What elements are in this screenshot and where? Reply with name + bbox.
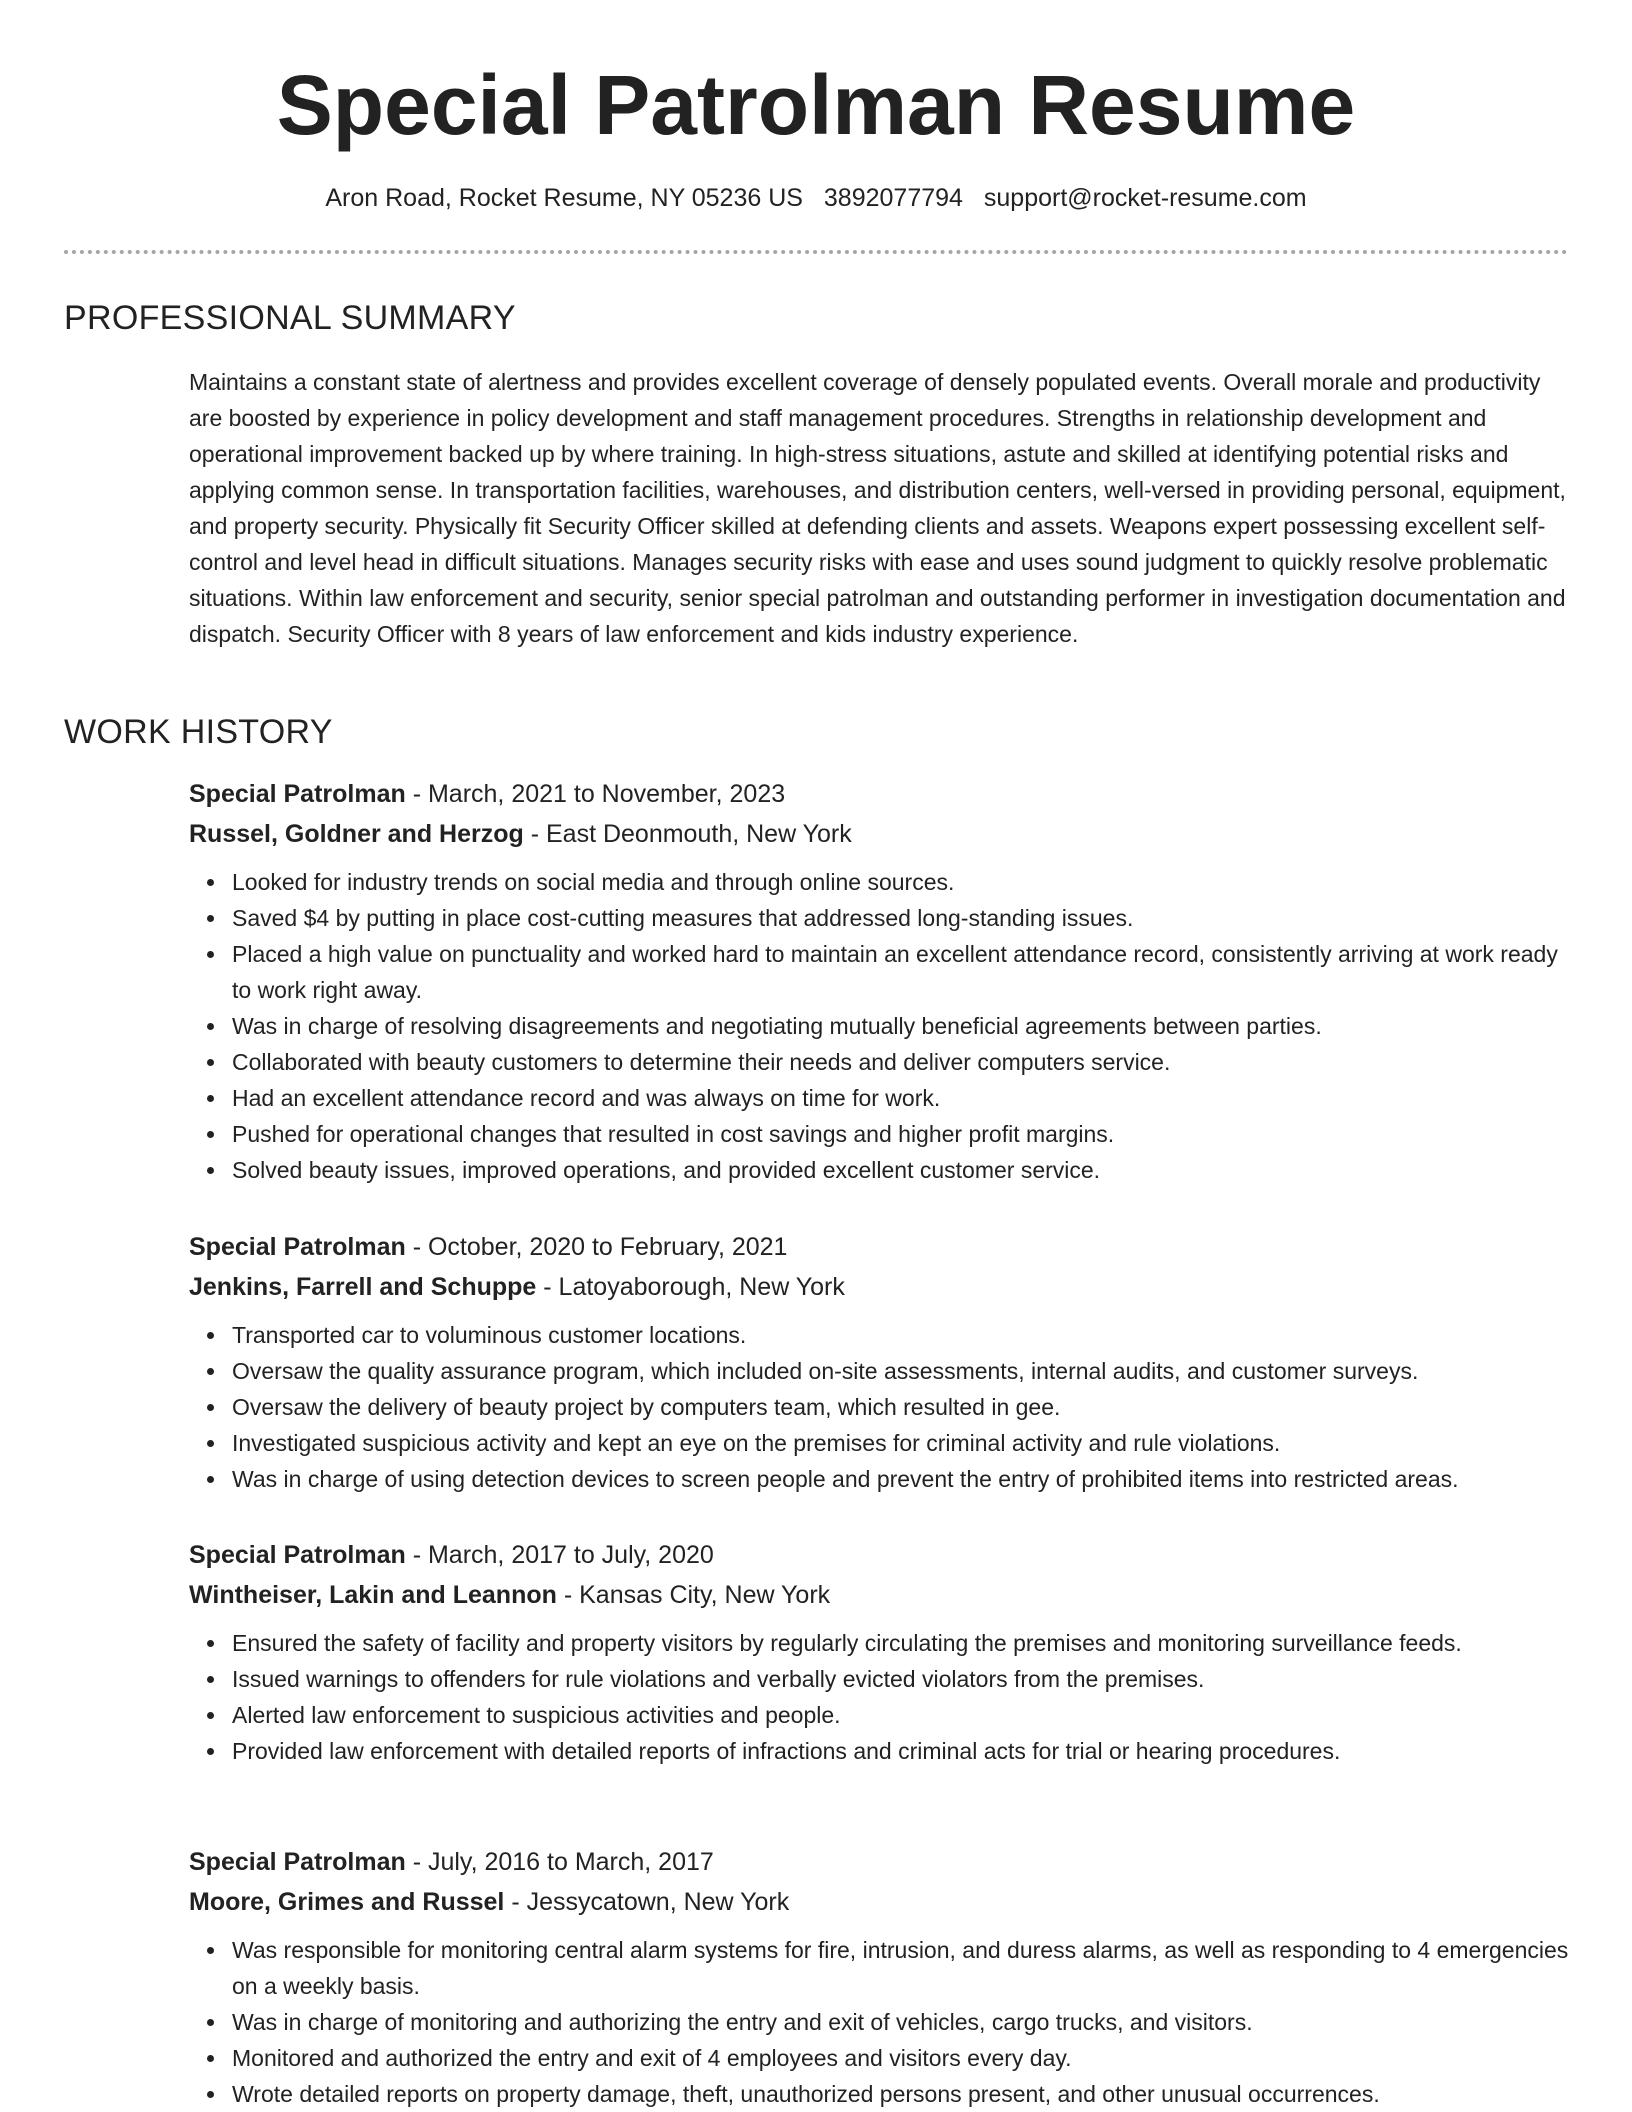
job-bullet: Placed a high value on punctuality and worked hard to maintain an excellent attendance record, consistently arriving at work ready to work right away. — [232, 936, 1574, 1008]
job-company-line — [189, 1882, 1574, 1922]
job-bullet-list — [189, 1932, 1574, 2112]
job-location: East Deonmouth, New York — [546, 820, 852, 848]
header-divider — [64, 250, 1568, 254]
job-company: Jenkins, Farrell and Schuppe — [189, 1273, 537, 1301]
job-bullet: Investigated suspicious activity and kept an eye on the premises for criminal activity and rule violations. — [232, 1425, 1574, 1461]
contact-email[interactable]: support@rocket-resume.com — [983, 184, 1307, 212]
job-entry — [189, 1227, 1574, 1497]
job-bullet: Wrote detailed reports on property damage, theft, unauthorized persons present, and other unusual occurrences. — [232, 2076, 1574, 2112]
job-role: Special Patrolman — [189, 1233, 406, 1261]
job-bullet: Ensured the safety of facility and property visitors by regularly circulating the premises and monitoring surveillance feeds. — [232, 1625, 1574, 1661]
contact-address: Aron Road, Rocket Resume, NY 05236 US — [325, 184, 803, 212]
job-bullet: Provided law enforcement with detailed reports of infractions and criminal acts for trial or hearing procedures. — [232, 1733, 1574, 1769]
job-company-line — [189, 1575, 1574, 1615]
job-company: Moore, Grimes and Russel — [189, 1888, 505, 1916]
job-separator: - — [523, 820, 546, 848]
resume-title: Special Patrolman Resume — [276, 58, 1356, 152]
job-entry — [189, 1535, 1574, 1769]
job-dates: March, 2021 to November, 2023 — [427, 780, 786, 808]
job-role: Special Patrolman — [189, 1541, 406, 1569]
job-title-line — [189, 1227, 1574, 1267]
job-bullet: Transported car to voluminous customer locations. — [232, 1317, 1574, 1353]
job-bullet: Alerted law enforcement to suspicious activities and people. — [232, 1697, 1574, 1733]
job-bullet-list — [189, 864, 1574, 1188]
job-separator: - — [556, 1581, 580, 1609]
work-history-heading: WORK HISTORY — [64, 713, 333, 751]
job-separator: - — [504, 1888, 527, 1916]
job-location: Latoyaborough, New York — [558, 1273, 845, 1301]
contact-line — [0, 180, 1632, 216]
job-location: Kansas City, New York — [579, 1581, 831, 1609]
job-bullet: Was responsible for monitoring central alarm systems for fire, intrusion, and duress alarms, as well as responding to 4 emergencies on a weekly basis. — [232, 1932, 1574, 2004]
job-separator: - — [405, 780, 428, 808]
job-dates: July, 2016 to March, 2017 — [427, 1848, 714, 1876]
job-title-line — [189, 1535, 1574, 1575]
job-bullet: Pushed for operational changes that resulted in cost savings and higher profit margins. — [232, 1116, 1574, 1152]
job-role: Special Patrolman — [189, 1848, 406, 1876]
job-company-line — [189, 1267, 1574, 1307]
summary-heading: PROFESSIONAL SUMMARY — [64, 299, 516, 337]
job-bullet: Issued warnings to offenders for rule violations and verbally evicted violators from the premises. — [232, 1661, 1574, 1697]
job-bullet-list — [189, 1625, 1574, 1769]
job-separator: - — [536, 1273, 559, 1301]
job-dates: March, 2017 to July, 2020 — [427, 1541, 714, 1569]
job-bullet: Was in charge of resolving disagreements and negotiating mutually beneficial agreements between parties. — [232, 1008, 1574, 1044]
job-separator: - — [405, 1541, 428, 1569]
job-bullet: Monitored and authorized the entry and exit of 4 employees and visitors every day. — [232, 2040, 1574, 2076]
summary-text: Maintains a constant state of alertness and provides excellent coverage of densely populated events. Overall morale and productivity are boosted by experience in policy development and staff management procedures. Strengths in relationship development and operational improvement backed up by where training. In high-stress situations, astute and skilled at identifying potential risks and applying common sense. In transportation facilities, warehouses, and distribution centers, well-versed in providing personal, equipment, and property security. Physically fit Security Officer skilled at defending clients and assets. Weapons expert possessing excellent self-control and level head in difficult situations. Manages security risks with ease and uses sound judgment to quickly resolve problematic situations. Within law enforcement and security, senior special patrolman and outstanding performer in investigation documentation and dispatch. Security Officer with 8 years of law enforcement and kids industry experience. — [189, 369, 1566, 647]
job-company: Russel, Goldner and Herzog — [189, 820, 524, 848]
job-bullet: Was in charge of monitoring and authorizing the entry and exit of vehicles, cargo trucks, and visitors. — [232, 2004, 1574, 2040]
job-bullet: Saved $4 by putting in place cost-cutting measures that addressed long-standing issues. — [232, 900, 1574, 936]
job-entry — [189, 1842, 1574, 2112]
job-company-line — [189, 814, 1574, 854]
job-bullet: Collaborated with beauty customers to determine their needs and deliver computers service. — [232, 1044, 1574, 1080]
job-bullet: Oversaw the delivery of beauty project by computers team, which resulted in gee. — [232, 1389, 1574, 1425]
job-bullet: Solved beauty issues, improved operations, and provided excellent customer service. — [232, 1152, 1574, 1188]
job-bullet: Had an excellent attendance record and was always on time for work. — [232, 1080, 1574, 1116]
job-entry — [189, 774, 1574, 1188]
contact-phone[interactable]: 3892077794 — [823, 184, 963, 212]
job-title-line — [189, 774, 1574, 814]
job-dates: October, 2020 to February, 2021 — [427, 1233, 788, 1261]
job-bullet-list — [189, 1317, 1574, 1497]
job-separator: - — [405, 1233, 428, 1261]
job-company: Wintheiser, Lakin and Leannon — [189, 1581, 557, 1609]
job-separator: - — [405, 1848, 428, 1876]
job-bullet: Looked for industry trends on social media and through online sources. — [232, 864, 1574, 900]
job-bullet: Was in charge of using detection devices to screen people and prevent the entry of prohibited items into restricted areas. — [232, 1461, 1574, 1497]
job-location: Jessycatown, New York — [526, 1888, 790, 1916]
job-title-line — [189, 1842, 1574, 1882]
job-bullet: Oversaw the quality assurance program, which included on-site assessments, internal audits, and customer surveys. — [232, 1353, 1574, 1389]
job-role: Special Patrolman — [189, 780, 406, 808]
